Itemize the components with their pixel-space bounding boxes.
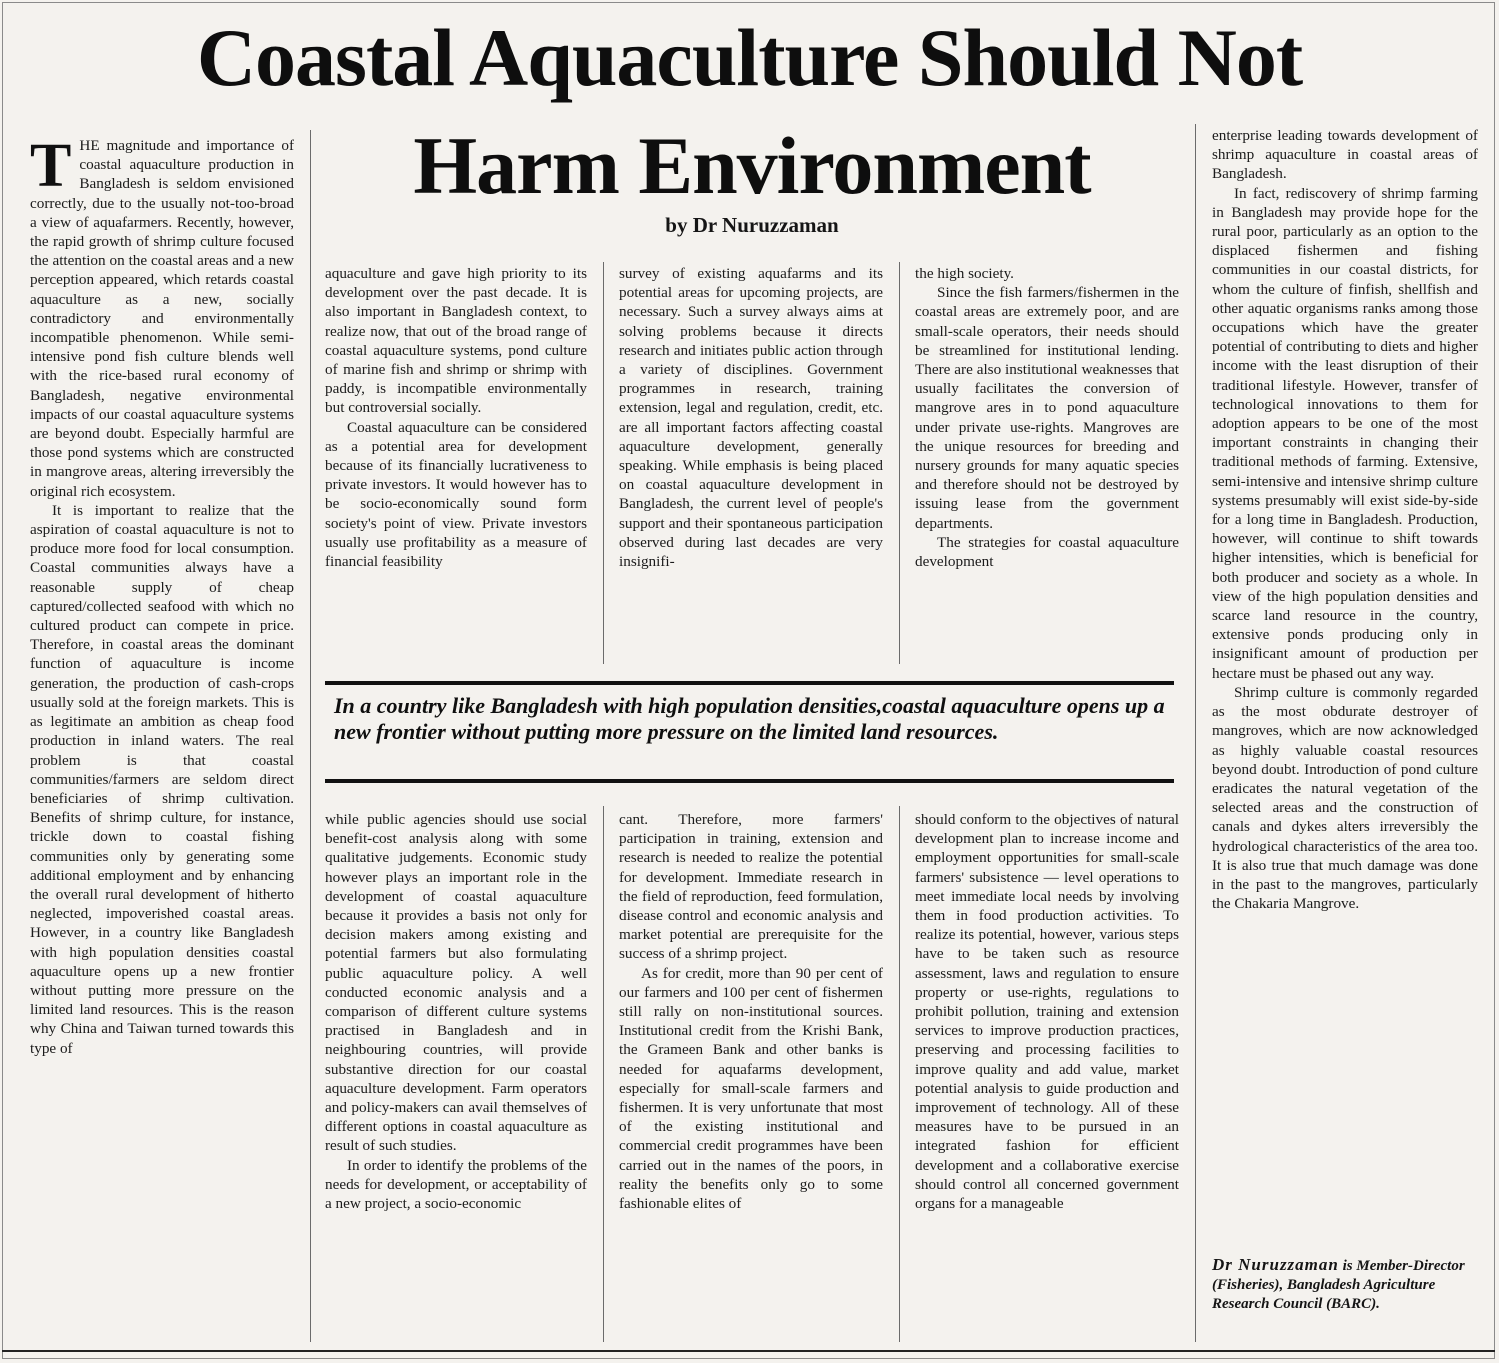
column-divider-2-top bbox=[603, 262, 604, 664]
column-3-bottom bbox=[619, 810, 883, 1342]
pullquote-rule-top bbox=[325, 681, 1174, 685]
column-2-bottom bbox=[325, 810, 587, 1342]
column-divider-3-top bbox=[899, 262, 900, 664]
col5-paragraph-3: Shrimp culture is commonly regarded as the most obdurate destroyer of mangroves, which are now acknowledged as highly valuable coastal resources beyond doubt. Introduction of pond culture eradicates the natural vegetation of the selected areas and the construction of canals and dykes alters irreversibly the hydrological characteristics of the area too. It is also true that much damage was done in the past to the mangroves, particularly the Chakaria Mangrove. bbox=[1212, 683, 1478, 913]
col3-top-paragraph-1: survey of existing aquafarms and its potential areas for upcoming projects, are necessary. Such a survey always aims at solving problems because it directs research and initiates public action through a variety of disciplines. Government programmes in research, training extension, legal and regulation, credit, etc. are all important factors affecting coastal aquaculture development, generally speaking. While emphasis is being placed on coastal aquaculture development in Bangladesh, the current level of people's support and their spontaneous participation observed during last decades are very insignifi- bbox=[619, 265, 883, 571]
column-divider-3-bottom bbox=[899, 806, 900, 1342]
col5-paragraph-2: In fact, rediscovery of shrimp farming in Bangladesh may provide hope for the rural poor, particularly as an option to the displaced fishermen and fishing communities in our coastal districts, for whom the culture of finfish, shellfish and other aquatic organisms ranks among those occupations which have the greater potential of contributing to diets and higher income with the least disruption of their traditional lifestyle. However, transfer of technological innovations to them for adoption appears to be one of the most important constraints in changing their traditional methods of farming. Extensive, semi-intensive and intensive shrimp culture systems presumably will exist side-by-side for a long time in Bangladesh. Production, however, will continue to shift towards higher intensities, which is beneficial for both producer and society as a whole. In view of the high population densities and scarce land resource in the country, extensive ponds producing only in insignificant amount of production per hectare must be phased out any way. bbox=[1212, 184, 1478, 682]
pullquote-rule-bottom bbox=[325, 779, 1174, 783]
col3-bottom-paragraph-2: As for credit, more than 90 per cent of our farmers and 100 per cent of fishermen still rally on non-institutional sources. Institutional credit from the Krishi Bank, the Grameen Bank and other banks is needed for aquafarms development, especially for small-scale farmers and fishermen. It is very unfortunate that most of the existing institutional and commercial credit programmes have been carried out in the names of the poors, in reality the benefits only go to some fashionable elites of bbox=[619, 964, 883, 1213]
column-1 bbox=[30, 136, 294, 1342]
col2-top-paragraph-1: aquaculture and gave high priority to its development over the past decade. It is also important in Bangladesh context, to realize now, that out of the broad range of coastal aquaculture systems, pond culture of marine fish and shrimp or shrimp with paddy, is incompatible environmentally but controversial socially. bbox=[325, 265, 587, 417]
column-2-top bbox=[325, 264, 587, 660]
col4-bottom-paragraph-1: should conform to the objectives of natural development plan to increase income and employment opportunities for small-scale farmers' subsistence — level operations to meet immediate local needs by involving them in food production activities. To realize its potential, however, various steps have to be taken such as resource assessment, laws and regulation to ensure property or use-rights, regulations to prohibit pollution, training and extension services to improve production practices, preserving and processing facilities to improve quality and add value, market potential analysis to guide production and improvement of technology. All of these measures have to be pursued in an integrated fashion for efficient development and a collaborative exercise should control all concerned government organs for a manageable bbox=[915, 811, 1179, 1213]
author-bio-name: Dr Nuruzzaman bbox=[1212, 1255, 1339, 1274]
column-4-top bbox=[915, 264, 1179, 660]
headline-line-2: Harm Environment bbox=[413, 120, 1091, 211]
col3-bottom-paragraph-1: cant. Therefore, more farmers' participation in training, extension and research is needed to realize the potential for development. Immediate research in the field of reproduction, feed formulation, disease control and economic analysis and market potential are prerequisite for the success of a shrimp project. bbox=[619, 811, 883, 963]
byline: by Dr Nuruzzaman bbox=[665, 213, 839, 237]
bottom-rule bbox=[2, 1350, 1495, 1352]
author-bio-text: is Member-Director (Fisheries), Bangladesh Agriculture Research Council (BARC). bbox=[1212, 1258, 1465, 1312]
column-3-top bbox=[619, 264, 883, 660]
column-divider-4 bbox=[1195, 124, 1196, 1342]
col4-top-paragraph-1: the high society. bbox=[915, 265, 1014, 282]
col4-top-paragraph-3: The strategies for coastal aquaculture development bbox=[915, 533, 1179, 571]
column-divider-1 bbox=[310, 130, 311, 1342]
col5-paragraph-1: enterprise leading towards development of shrimp aquaculture in coastal areas of Bangladesh. bbox=[1212, 127, 1478, 183]
pull-quote: In a country like Bangladesh with high population densities,coastal aquaculture opens up a new frontier without putting more pressure on the limited land resources. bbox=[334, 693, 1165, 744]
col1-paragraph-2: It is important to realize that the aspiration of coastal aquaculture is not to produce more food for local consumption. Coastal communities always have a reasonable supply of cheap captured/collected seafood with which no cultured product can compete in price. Therefore, in coastal areas the dominant function of aquaculture is income generation, the production of cash-crops usually sold at the foreign markets. This is as legitimate an ambition as cheap food production in inland waters. The real problem is that coastal communities/farmers are seldom direct beneficiaries of shrimp cultivation. Benefits of shrimp culture, for instance, trickle down to coastal fishing communities only by generating some additional employment and by enhancing the overall rural development of hitherto neglected, impoverished coastal areas. However, in a country like Bangladesh with high population densities coastal aquaculture opens up a new frontier without putting more pressure on the limited land resources. This is the reason why China and Taiwan turned towards this type of bbox=[30, 501, 294, 1057]
column-divider-2-bottom bbox=[603, 806, 604, 1342]
col2-bottom-paragraph-1: while public agencies should use social benefit-cost analysis along with some qualitative judgements. Economic study however plays an important role in the development of coastal aquaculture because it provides a basis not only for decision makers among existing and potential farmers but also formulating public aquaculture policy. A well conducted economic analysis and a comparison of different culture systems practised in Bangladesh and in neighbouring countries, will provide substantive direction for our coastal aquaculture development. Farm operators and policy-makers can avail themselves of different options in coastal aquaculture as result of such studies. bbox=[325, 811, 587, 1155]
author-bio bbox=[1212, 1255, 1478, 1314]
headline-line-1: Coastal Aquaculture Should Not bbox=[196, 12, 1303, 103]
col1-paragraph-1: HE magnitude and importance of coastal aquaculture production in Bangladesh is seldom envisioned correctly, due to the usually not-too-broad a view of aquafarmers. Recently, however, the rapid growth of shrimp culture focused the attention on the coastal areas and a new perception appeared, which retards coastal aquaculture as a new, socially contradictory and environmentally incompatible phenomenon. While semi-intensive pond fish culture blends well with the rice-based rural economy of Bangladesh, negative environmental impacts of our coastal aquaculture systems are beyond doubt. Especially harmful are those pond systems which are constructed in mangrove areas, altering irreversibly the original rich ecosystem. bbox=[30, 137, 294, 500]
col4-top-paragraph-2: Since the fish farmers/fishermen in the coastal areas are extremely poor, and are small-scale operators, their needs should be streamlined for institutional lending. There are also institutional weaknesses that usually facilitates the conversion of mangrove ares in to pond aquaculture under private use-rights. Mangroves are the unique resources for breeding and nursery grounds for many aquatic species and therefore should not be destroyed by issuing lease from the government departments. bbox=[915, 284, 1179, 532]
col2-top-paragraph-2: Coastal aquaculture can be considered as a potential area for development because of its financially lucrativeness to private investors. It would however has to be socio-economically sound form society's point of view. Private investors usually use profitability as a measure of financial feasibility bbox=[325, 418, 587, 571]
column-4-bottom bbox=[915, 810, 1179, 1342]
column-5 bbox=[1212, 126, 1478, 1242]
dropcap: T bbox=[30, 136, 72, 200]
col2-bottom-paragraph-2: In order to identify the problems of the needs for development, or acceptability of a new project, a socio-economic bbox=[325, 1156, 587, 1213]
